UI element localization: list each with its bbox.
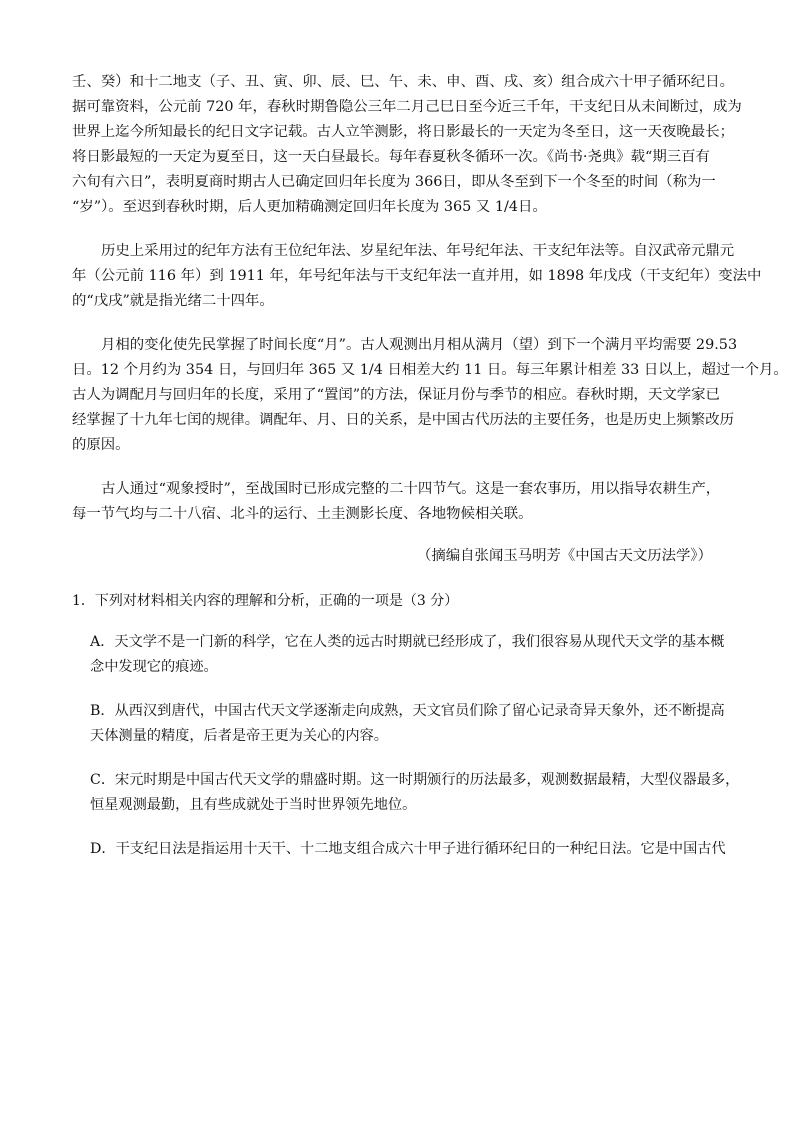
option-c	[72, 768, 740, 818]
text-line: 六旬有六日”，表明夏商时期古人已确定回归年长度为 366日，即从冬至到下一个冬至的时间（称为一	[72, 174, 716, 190]
text-line: 的“戊戌”就是指光绪二十四年。	[72, 293, 274, 309]
text-line: 的原因。	[72, 437, 130, 453]
paragraph-month	[72, 333, 788, 458]
text-line: 每一节气均与二十八宿、北斗的运行、土圭测影长度、各地物候相关联。	[72, 506, 533, 522]
option-a	[72, 630, 732, 680]
text-line: 历史上采用过的纪年方法有王位纪年法、岁星纪年法、年号纪年法、干支纪年法等。自汉武帝元鼎元	[101, 243, 735, 259]
option-line: 天体测量的精度，后者是帝王更为关心的内容。	[90, 728, 388, 744]
text-line: 日。12 个月约为 354 日，与回归年 365 又 1/4 日相差大约 11 日。每三年累计相差 33 日以上，超过一个月。	[72, 362, 788, 378]
option-line: A．天文学不是一门新的科学，它在人类的远古时期就已经形成了，我们很容易从现代天文学的基本概	[90, 634, 725, 650]
option-line: C．宋元时期是中国古代天文学的鼎盛时期。这一时期颁行的历法最多，观测数据最精，大型仪器最多，	[90, 772, 740, 788]
text-line: 月相的变化使先民掌握了时间长度“月”。古人观测出月相从满月（望）到下一个满月平均需要 29.53	[101, 337, 738, 353]
text-line: 壬、癸）和十二地支（子、丑、寅、卯、辰、巳、午、未、申、酉、戌、亥）组合成六十甲子循环纪日。	[72, 74, 734, 90]
text-line: 经掌握了十九年七闰的规律。调配年、月、日的关系，是中国古代历法的主要任务，也是历史上频繁改历	[72, 412, 734, 428]
paragraph-solar-terms	[72, 477, 732, 527]
option-b	[72, 699, 732, 749]
option-d	[72, 837, 732, 862]
option-line: D．干支纪日法是指运用十天干、十二地支组合成六十甲子进行循环纪日的一种纪日法。它是中国古代	[90, 841, 726, 857]
paragraph-year-methods	[72, 239, 762, 314]
paragraph-ganzhi-day	[72, 70, 742, 220]
option-line: 恒星观测最勤，且有些成就处于当时世界领先地位。	[90, 797, 417, 813]
text-line: 古人通过“观象授时”，至战国时已形成完整的二十四节气。这是一套农事历，用以指导农耕生产，	[101, 481, 721, 497]
text-line: 古人为调配月与回归年的长度，采用了“置闰”的方法，保证月份与季节的相应。春秋时期，天文学家已	[72, 387, 720, 403]
option-line: 念中发现它的痕迹。	[90, 659, 218, 675]
text-line: 世界上迄今所知最长的纪日文字记载。古人立竿测影，将日影最长的一天定为冬至日，这一天夜晚最长；	[72, 124, 734, 140]
option-line: B．从西汉到唐代，中国古代天文学逐渐走向成熟，天文官员们除了留心记录奇异天象外，还不断提高	[90, 703, 725, 719]
text-line: 将日影最短的一天定为夏至日，这一天白昼最长。每年春夏秋冬循环一次。《尚书·尧典》载“期三百有	[72, 149, 710, 165]
document-page	[72, 70, 788, 881]
text-line: 年（公元前 116 年）到 1911 年，年号纪年法与干支纪年法一直并用，如 1898 年戊戌（干支纪年）变法中	[72, 268, 762, 284]
question-stem: 1．下列对材料相关内容的理解和分析，正确的一项是（3 分）	[72, 593, 459, 609]
text-line: 据可靠资料，公元前 720 年，春秋时期鲁隐公三年二月己巳日至今近三千年，干支纪日从未间断过，成为	[72, 99, 742, 115]
source-citation: （摘编自张闻玉马明芳《中国古天文历法学》）	[416, 548, 712, 564]
text-line: “岁”）。至迟到春秋时期，后人更加精确测定回归年长度为 365 又 1/4日。	[72, 199, 547, 215]
